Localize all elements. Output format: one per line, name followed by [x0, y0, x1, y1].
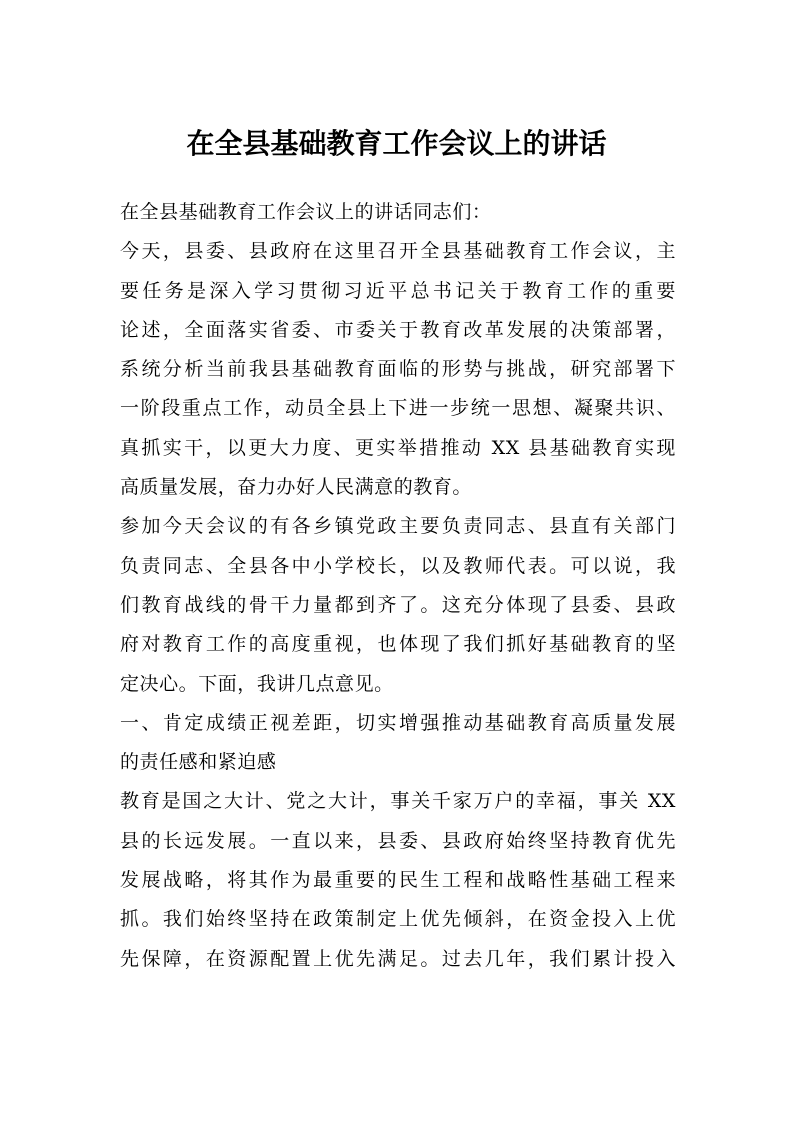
text-line: 的责任感和紧迫感	[120, 751, 277, 774]
text-line: 论述，全面落实省委、市委关于教育改革发展的决策部署，	[120, 318, 676, 341]
text-line: 要任务是深入学习贯彻习近平总书记关于教育工作的重要	[120, 279, 676, 302]
text-line: 教育是国之大计、党之大计，事关千家万户的幸福，事关 XX	[120, 790, 676, 813]
text-line: 们教育战线的骨干力量都到齐了。这充分体现了县委、县政	[120, 593, 676, 616]
text-line: 定决心。下面，我讲几点意见。	[120, 672, 394, 695]
text-line: 发展战略，将其作为最重要的民生工程和战略性基础工程来	[120, 869, 676, 892]
text-line: 今天，县委、县政府在这里召开全县基础教育工作会议，主	[120, 240, 676, 263]
text-line: 真抓实干，以更大力度、更实举措推动 XX 县基础教育实现	[120, 436, 676, 459]
text-line: 高质量发展，奋力办好人民满意的教育。	[120, 476, 472, 499]
text-line: 抓。我们始终坚持在政策制定上优先倾斜，在资金投入上优	[120, 908, 676, 931]
document-title: 在全县基础教育工作会议上的讲话	[186, 127, 607, 160]
text-line: 一、肯定成绩正视差距，切实增强推动基础教育高质量发展	[120, 711, 676, 734]
text-line: 参加今天会议的有各乡镇党政主要负责同志、县直有关部门	[120, 515, 676, 538]
text-line: 在全县基础教育工作会议上的讲话同志们：	[120, 201, 492, 223]
text-line: 负责同志、全县各中小学校长，以及教师代表。可以说，我	[120, 554, 676, 577]
document-body	[120, 193, 676, 979]
text-line: 系统分析当前我县基础教育面临的形势与挑战，研究部署下	[120, 358, 676, 381]
text-line: 先保障，在资源配置上优先满足。过去几年，我们累计投入	[120, 947, 676, 970]
text-line: 县的长远发展。一直以来，县委、县政府始终坚持教育优先	[120, 829, 676, 852]
text-line: 一阶段重点工作，动员全县上下进一步统一思想、凝聚共识、	[120, 397, 676, 420]
text-line: 府对教育工作的高度重视，也体现了我们抓好基础教育的坚	[120, 633, 676, 656]
